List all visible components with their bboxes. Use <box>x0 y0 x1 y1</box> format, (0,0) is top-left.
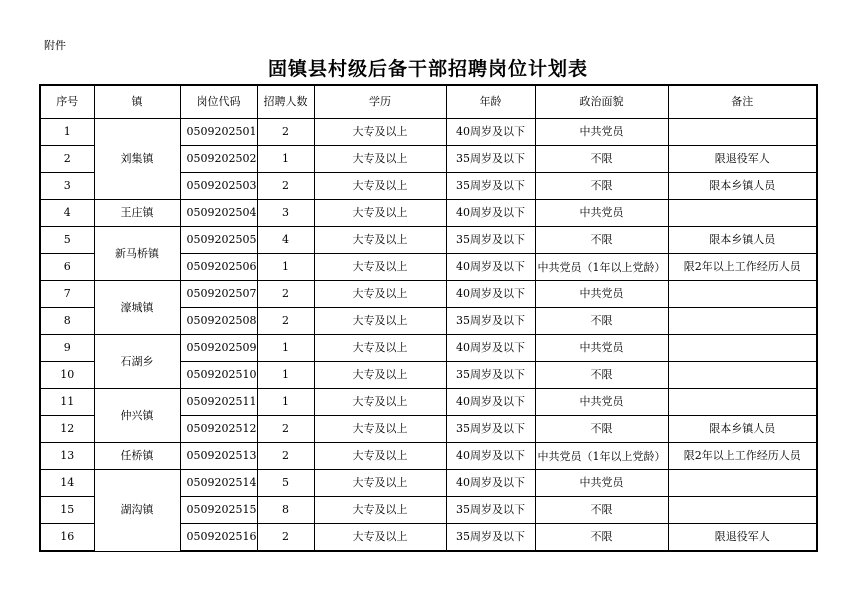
cell-index: 5 <box>40 227 94 254</box>
cell-remark <box>668 389 817 416</box>
cell-code: 0509202514 <box>180 470 257 497</box>
cell-code: 0509202502 <box>180 146 257 173</box>
cell-count: 2 <box>257 281 314 308</box>
header-political: 政治面貌 <box>535 85 668 119</box>
cell-age: 35周岁及以下 <box>446 362 535 389</box>
cell-index: 4 <box>40 200 94 227</box>
cell-index: 11 <box>40 389 94 416</box>
cell-political: 中共党员 <box>535 119 668 146</box>
cell-remark <box>668 497 817 524</box>
cell-town: 石湖乡 <box>94 335 180 389</box>
cell-town: 濠城镇 <box>94 281 180 335</box>
cell-remark <box>668 119 817 146</box>
table-row <box>40 227 817 254</box>
cell-age: 35周岁及以下 <box>446 524 535 552</box>
cell-count: 2 <box>257 443 314 470</box>
cell-code: 0509202516 <box>180 524 257 552</box>
cell-index: 2 <box>40 146 94 173</box>
cell-education: 大专及以上 <box>314 335 446 362</box>
cell-index: 6 <box>40 254 94 281</box>
recruitment-plan-table <box>39 84 818 552</box>
cell-count: 2 <box>257 416 314 443</box>
cell-count: 1 <box>257 146 314 173</box>
cell-age: 35周岁及以下 <box>446 146 535 173</box>
cell-town: 王庄镇 <box>94 200 180 227</box>
cell-code: 0509202503 <box>180 173 257 200</box>
cell-town: 刘集镇 <box>94 119 180 200</box>
cell-education: 大专及以上 <box>314 416 446 443</box>
cell-political: 不限 <box>535 308 668 335</box>
cell-remark: 限本乡镇人员 <box>668 227 817 254</box>
cell-age: 40周岁及以下 <box>446 200 535 227</box>
cell-remark <box>668 281 817 308</box>
table-row <box>40 119 817 146</box>
cell-index: 9 <box>40 335 94 362</box>
cell-education: 大专及以上 <box>314 389 446 416</box>
header-town: 镇 <box>94 85 180 119</box>
cell-education: 大专及以上 <box>314 470 446 497</box>
cell-age: 40周岁及以下 <box>446 254 535 281</box>
table-header-row <box>40 85 817 119</box>
attachment-label: 附件 <box>44 39 66 52</box>
header-age: 年龄 <box>446 85 535 119</box>
cell-political: 不限 <box>535 497 668 524</box>
table-row <box>40 281 817 308</box>
cell-age: 40周岁及以下 <box>446 119 535 146</box>
cell-code: 0509202510 <box>180 362 257 389</box>
cell-age: 40周岁及以下 <box>446 335 535 362</box>
cell-political: 不限 <box>535 416 668 443</box>
cell-education: 大专及以上 <box>314 227 446 254</box>
cell-political: 中共党员（1年以上党龄） <box>535 254 668 281</box>
cell-education: 大专及以上 <box>314 200 446 227</box>
cell-age: 35周岁及以下 <box>446 416 535 443</box>
cell-education: 大专及以上 <box>314 524 446 552</box>
cell-code: 0509202504 <box>180 200 257 227</box>
cell-town: 仲兴镇 <box>94 389 180 443</box>
cell-education: 大专及以上 <box>314 281 446 308</box>
cell-political: 中共党员 <box>535 335 668 362</box>
cell-political: 中共党员（1年以上党龄） <box>535 443 668 470</box>
cell-code: 0509202506 <box>180 254 257 281</box>
header-index: 序号 <box>40 85 94 119</box>
cell-age: 35周岁及以下 <box>446 308 535 335</box>
cell-code: 0509202515 <box>180 497 257 524</box>
cell-education: 大专及以上 <box>314 497 446 524</box>
cell-index: 10 <box>40 362 94 389</box>
cell-count: 2 <box>257 173 314 200</box>
cell-code: 0509202505 <box>180 227 257 254</box>
cell-code: 0509202507 <box>180 281 257 308</box>
cell-political: 不限 <box>535 524 668 552</box>
cell-count: 4 <box>257 227 314 254</box>
cell-political: 不限 <box>535 227 668 254</box>
cell-index: 15 <box>40 497 94 524</box>
cell-count: 1 <box>257 254 314 281</box>
cell-age: 35周岁及以下 <box>446 227 535 254</box>
cell-education: 大专及以上 <box>314 119 446 146</box>
cell-code: 0509202508 <box>180 308 257 335</box>
cell-town: 新马桥镇 <box>94 227 180 281</box>
cell-age: 35周岁及以下 <box>446 497 535 524</box>
cell-remark <box>668 470 817 497</box>
cell-remark: 限退役军人 <box>668 146 817 173</box>
cell-political: 不限 <box>535 146 668 173</box>
cell-age: 40周岁及以下 <box>446 389 535 416</box>
cell-count: 8 <box>257 497 314 524</box>
cell-age: 35周岁及以下 <box>446 173 535 200</box>
table-row <box>40 200 817 227</box>
cell-age: 40周岁及以下 <box>446 470 535 497</box>
table-row <box>40 443 817 470</box>
table-row <box>40 470 817 497</box>
cell-age: 40周岁及以下 <box>446 443 535 470</box>
cell-remark: 限本乡镇人员 <box>668 173 817 200</box>
cell-political: 不限 <box>535 173 668 200</box>
cell-remark: 限2年以上工作经历人员 <box>668 443 817 470</box>
cell-index: 7 <box>40 281 94 308</box>
cell-index: 14 <box>40 470 94 497</box>
cell-education: 大专及以上 <box>314 173 446 200</box>
header-count: 招聘人数 <box>257 85 314 119</box>
cell-remark: 限本乡镇人员 <box>668 416 817 443</box>
cell-count: 5 <box>257 470 314 497</box>
cell-remark <box>668 335 817 362</box>
cell-count: 1 <box>257 362 314 389</box>
cell-code: 0509202512 <box>180 416 257 443</box>
table-row <box>40 389 817 416</box>
cell-political: 中共党员 <box>535 470 668 497</box>
header-code: 岗位代码 <box>180 85 257 119</box>
cell-index: 3 <box>40 173 94 200</box>
cell-political: 中共党员 <box>535 389 668 416</box>
cell-education: 大专及以上 <box>314 362 446 389</box>
cell-remark: 限2年以上工作经历人员 <box>668 254 817 281</box>
cell-index: 12 <box>40 416 94 443</box>
cell-count: 2 <box>257 524 314 552</box>
table-row <box>40 335 817 362</box>
header-remark: 备注 <box>668 85 817 119</box>
cell-count: 1 <box>257 389 314 416</box>
cell-town: 任桥镇 <box>94 443 180 470</box>
cell-remark <box>668 200 817 227</box>
cell-education: 大专及以上 <box>314 443 446 470</box>
cell-age: 40周岁及以下 <box>446 281 535 308</box>
cell-index: 13 <box>40 443 94 470</box>
cell-remark <box>668 362 817 389</box>
cell-index: 1 <box>40 119 94 146</box>
cell-remark: 限退役军人 <box>668 524 817 552</box>
cell-count: 3 <box>257 200 314 227</box>
cell-education: 大专及以上 <box>314 146 446 173</box>
cell-remark <box>668 308 817 335</box>
cell-code: 0509202501 <box>180 119 257 146</box>
cell-count: 1 <box>257 335 314 362</box>
cell-political: 中共党员 <box>535 281 668 308</box>
cell-index: 8 <box>40 308 94 335</box>
cell-town: 湖沟镇 <box>94 470 180 552</box>
document-title: 固镇县村级后备干部招聘岗位计划表 <box>267 58 588 80</box>
cell-count: 2 <box>257 119 314 146</box>
header-education: 学历 <box>314 85 446 119</box>
cell-political: 不限 <box>535 362 668 389</box>
cell-count: 2 <box>257 308 314 335</box>
cell-education: 大专及以上 <box>314 308 446 335</box>
cell-education: 大专及以上 <box>314 254 446 281</box>
cell-code: 0509202511 <box>180 389 257 416</box>
cell-political: 中共党员 <box>535 200 668 227</box>
cell-index: 16 <box>40 524 94 552</box>
table-body <box>40 119 817 552</box>
cell-code: 0509202513 <box>180 443 257 470</box>
cell-code: 0509202509 <box>180 335 257 362</box>
